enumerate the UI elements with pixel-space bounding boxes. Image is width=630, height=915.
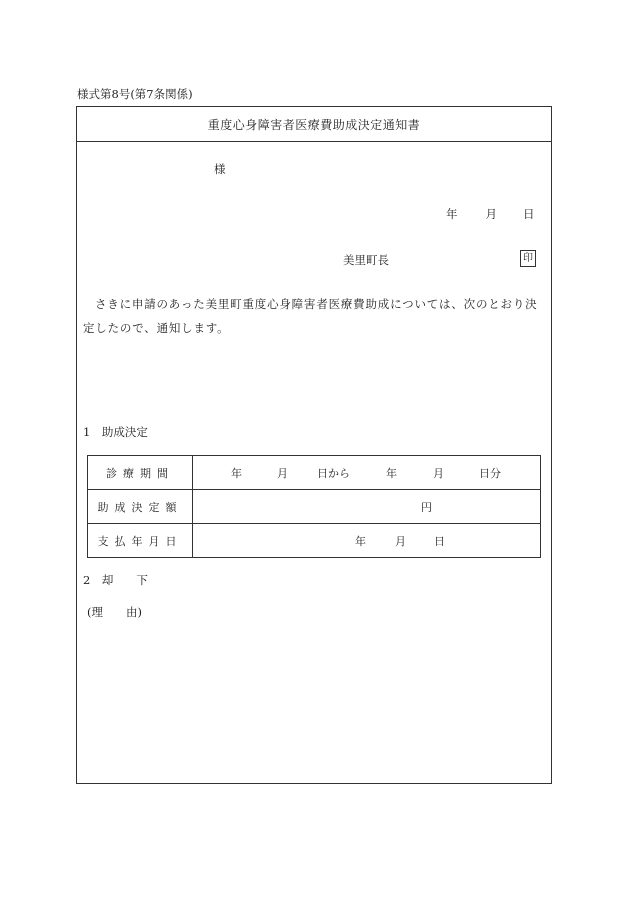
amount-unit: 円 — [421, 501, 432, 514]
period-start-year: 年 — [231, 467, 242, 480]
table-row — [88, 524, 541, 558]
payment-day: 日 — [434, 535, 445, 548]
issue-day: 日 — [523, 207, 535, 221]
notice-body — [83, 292, 549, 340]
table-row — [88, 490, 541, 524]
issue-date — [446, 206, 535, 222]
notice-body-text: さきに申請のあった美里町重度心身障害者医療費助成については、次のとおり決定したので、通知します。 — [83, 297, 538, 335]
form-number: 様式第8号(第7条関係) — [77, 87, 193, 101]
payment-date-value — [193, 524, 541, 558]
period-end-year: 年 — [386, 467, 397, 480]
mayor-label: 美里町長 — [343, 253, 389, 267]
payment-date-label: 支払年月日 — [88, 524, 193, 558]
amount-label: 助成決定額 — [88, 490, 193, 524]
document-title: 重度心身障害者医療費助成決定通知書 — [77, 107, 551, 142]
addressee-suffix: 様 — [214, 162, 226, 176]
period-end-month: 月 — [433, 467, 444, 480]
issue-year: 年 — [446, 207, 458, 221]
reason-label: (理 由) — [87, 605, 142, 619]
seal-stamp: 印 — [520, 250, 536, 267]
section-grant-heading: 1 助成決定 — [83, 425, 148, 439]
period-label: 診療期間 — [88, 456, 193, 490]
payment-month: 月 — [395, 535, 406, 548]
period-value — [193, 456, 541, 490]
section-rejection-heading: 2 却 下 — [83, 573, 148, 587]
issue-month: 月 — [485, 207, 497, 221]
period-end-day: 日分 — [479, 467, 501, 480]
period-start-day: 日から — [317, 467, 350, 480]
table-row — [88, 456, 541, 490]
payment-year: 年 — [355, 535, 366, 548]
notice-frame — [76, 106, 552, 784]
grant-table — [87, 455, 541, 558]
period-start-month: 月 — [277, 467, 288, 480]
amount-value — [193, 490, 541, 524]
